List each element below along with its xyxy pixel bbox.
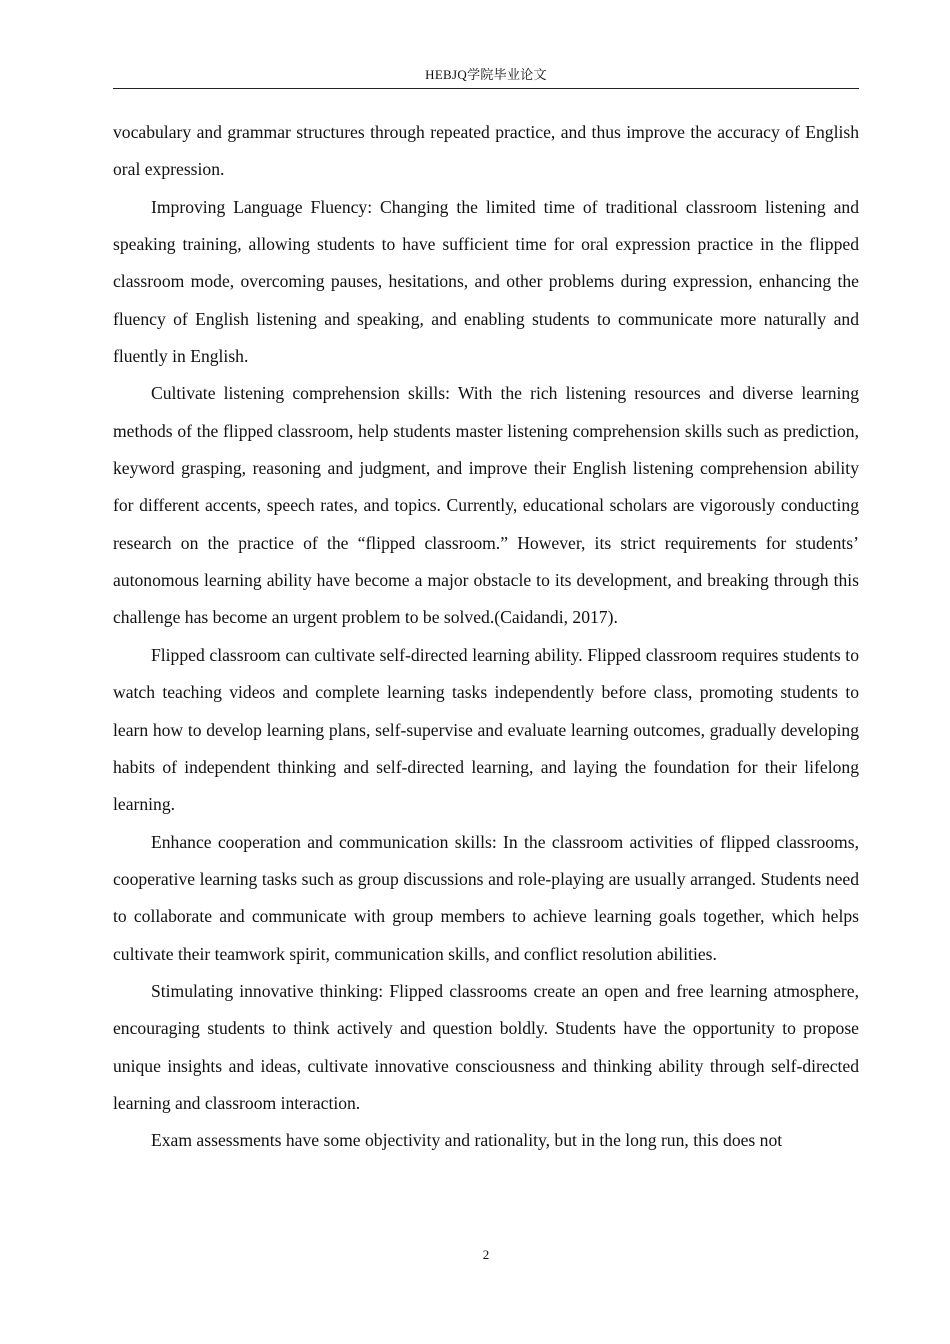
paragraph-language-fluency: Improving Language Fluency: Changing the limited time of traditional classroom listening and speaking training, allowing students to have sufficient time for oral expression practice in the flipped classroom mode, overcoming pauses, hesitations, and other problems during expression, enhancing the fluency of English listening and speaking, and enabling students to communicate more naturally and fluently in English. <box>113 196 859 367</box>
paragraph-cooperation-communication: Enhance cooperation and communication skills: In the classroom activities of flipped classrooms, cooperative learning tasks such as group discussions and role-playing are usually arranged. Students need to collaborate and communicate with group members to achieve learning goals together, which helps cultivate their teamwork spirit, communication skills, and conflict resolution abilities. <box>113 831 859 964</box>
header-divider <box>113 88 859 89</box>
paragraph-self-directed-learning: Flipped classroom can cultivate self-directed learning ability. Flipped classroom requires students to watch teaching videos and complete learning tasks independently before class, promoting students to learn how to develop learning plans, self-supervise and evaluate learning outcomes, gradually developing habits of independent thinking and self-directed learning, and laying the foundation for their lifelong learning. <box>113 644 859 815</box>
page-number: 2 <box>482 1247 490 1262</box>
paragraph-exam-assessments: Exam assessments have some objectivity and rationality, but in the long run, this does not <box>151 1130 783 1151</box>
document-body <box>113 114 859 1160</box>
page-header-title: HEBJQ学院毕业论文 <box>425 67 547 82</box>
paragraph-continuation: vocabulary and grammar structures through repeated practice, and thus improve the accuracy of English oral expression. <box>113 122 859 180</box>
paragraph-listening-comprehension: Cultivate listening comprehension skills: With the rich listening resources and diverse learning methods of the flipped classroom, help students master listening comprehension skills such as prediction, keyword grasping, reasoning and judgment, and improve their English listening comprehension ability for different accents, speech rates, and topics. Currently, educational scholars are vigorously conducting research on the practice of the “flipped classroom.” However, its strict requirements for students’ autonomous learning ability have become a major obstacle to its development, and breaking through this challenge has become an urgent problem to be solved.(Caidandi, 2017). <box>113 383 859 628</box>
paragraph-innovative-thinking: Stimulating innovative thinking: Flipped classrooms create an open and free learning atmosphere, encouraging students to think actively and question boldly. Students have the opportunity to propose unique insights and ideas, cultivate innovative consciousness and thinking ability through self-directed learning and classroom interaction. <box>113 980 859 1113</box>
